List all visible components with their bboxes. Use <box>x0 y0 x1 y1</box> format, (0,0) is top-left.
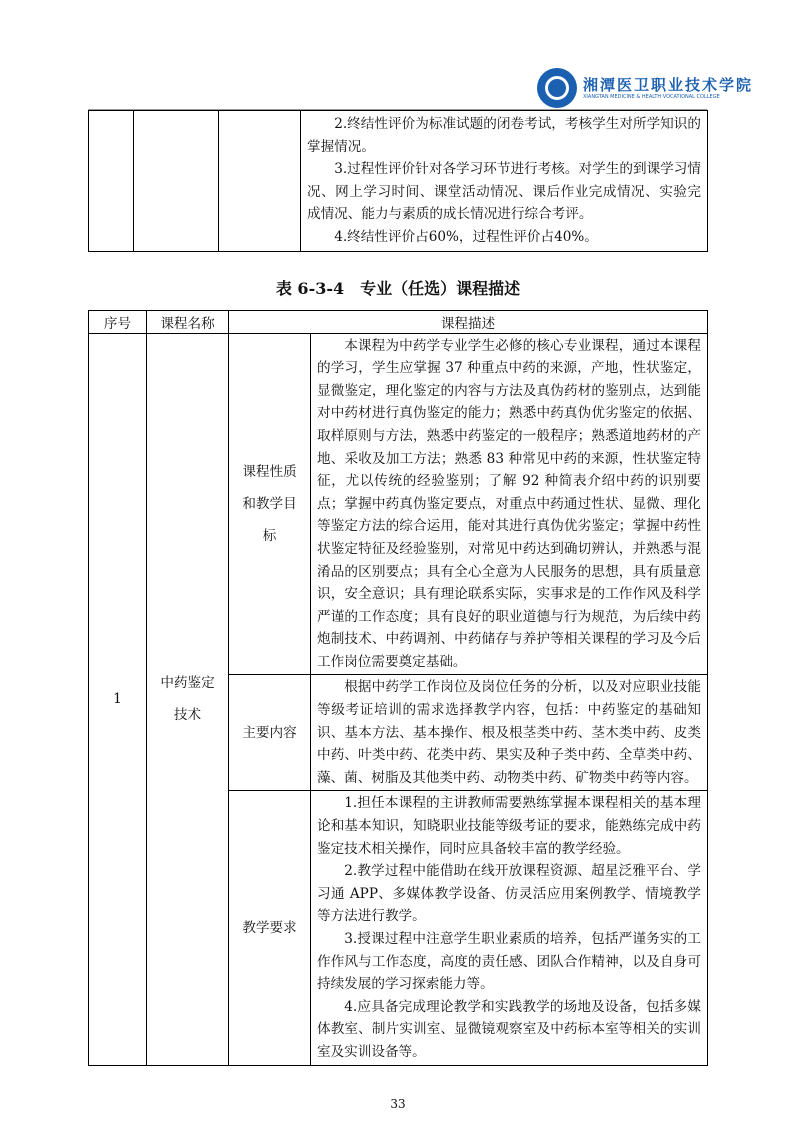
paragraph: 2.教学过程中能借助在线开放课程资源、超星泛雅平台、学习通 APP、多媒体教学设备、仿灵活应用案例教学、情境教学等方法进行教学。 <box>317 863 701 925</box>
paragraph: 4.终结性评价占60%，过程性评价占40%。 <box>334 228 598 245</box>
logo-name-cn: 湘潭医卫职业技术学院 <box>583 75 754 94</box>
header-course-name: 课程名称 <box>147 310 229 333</box>
table-title: 表 6-3-4 专业（任选）课程描述 <box>275 278 521 298</box>
assessment-description <box>301 111 708 252</box>
paragraph: 3.过程性评价针对各学习环节进行考核。对学生的到课学习情况、网上学习时间、课堂活动情况、课后作业完成情况、实验完成情况、能力与素质的成长情况进行综合考评。 <box>307 161 701 223</box>
paragraph: 1.担任本课程的主讲教师需要熟练掌握本课程相关的基本理论和基本知识，知晓职业技能等级考证的要求，能熟练完成中药鉴定技术相关操作，同时应具备较丰富的教学经验。 <box>317 795 701 857</box>
course-name: 中药鉴定技术 <box>147 333 229 1065</box>
paragraph: 2.终结性评价为标准试题的闭卷考试，考核学生对所学知识的掌握情况。 <box>307 116 701 155</box>
empty-cell <box>89 111 134 252</box>
empty-cell <box>219 111 301 252</box>
section-content <box>311 791 708 1065</box>
paragraph: 4.应具备完成理论教学和实践教学的场地及设备，包括多媒体教室、制片实训室、显微镜观察室及中药标本室等相关的实训室及实训设备等。 <box>317 998 701 1060</box>
header-index: 序号 <box>89 310 147 333</box>
college-seal-icon <box>537 68 577 108</box>
course-description-table <box>88 310 708 1066</box>
row-index: 1 <box>89 333 147 1065</box>
table-row <box>89 333 708 675</box>
header-description: 课程描述 <box>229 310 708 333</box>
section-label: 主要内容 <box>229 675 311 791</box>
section-label: 课程性质和教学目标 <box>229 333 311 675</box>
page-number: 33 <box>390 1096 406 1111</box>
section-content <box>311 675 708 791</box>
previous-table-continuation <box>88 110 708 252</box>
paragraph: 根据中药学工作岗位及岗位任务的分析，以及对应职业技能等级考证培训的需求选择教学内容，包括：中药鉴定的基础知识、基本方法、基本操作、根及根茎类中药、茎木类中药、皮类中药、叶类中药、花类中药、果实及种子类中药、全草类中药、藻、菌、树脂及其他类中药、动物类中药、矿物类中药等内容。 <box>317 679 701 786</box>
college-logo <box>537 68 754 108</box>
empty-cell <box>134 111 219 252</box>
table-header-row <box>89 310 708 333</box>
logo-name-en: XIANGTAN MEDICINE & HEALTH VOCATIONAL COLLEGE <box>583 93 720 100</box>
section-label: 教学要求 <box>229 791 311 1065</box>
paragraph: 本课程为中药学专业学生必修的核心专业课程，通过本课程的学习，学生应掌握 37 种重点中药的来源，产地，性状鉴定，显微鉴定，理化鉴定的内容与方法及真伪药材的鉴别点，达到能对中药材进行真伪鉴定的能力；熟悉中药真伪优劣鉴定的依据、取样原则与方法，熟悉中药鉴定的一般程序；熟悉道地药材的产地、采收及加工方法；熟悉 83 种常见中药的来源，性状鉴定特征，尤以传统的经验鉴别；了解 92 种简表介绍中药的识别要点；掌握中药真伪鉴定要点，对重点中药通过性状、显微、理化等鉴定方法的综合运用，能对其进行真伪优劣鉴定；掌握中药性状鉴定特征及经验鉴别，对常见中药达到确切辨认，并熟悉与混淆品的区别要点；具有全心全意为人民服务的思想，具有质量意识，安全意识；具有理论联系实际，实事求是的工作作风及科学严谨的工作态度；具有良好的职业道德与行为规范，为后续中药炮制技术、中药调剂、中药储存与养护等相关课程的学习及今后工作岗位需要奠定基础。 <box>317 337 701 670</box>
paragraph: 3.授课过程中注意学生职业素质的培养，包括严谨务实的工作作风与工作态度，高度的责任感、团队合作精神，以及自身可持续发展的学习探索能力等。 <box>317 931 701 993</box>
section-content <box>311 333 708 675</box>
